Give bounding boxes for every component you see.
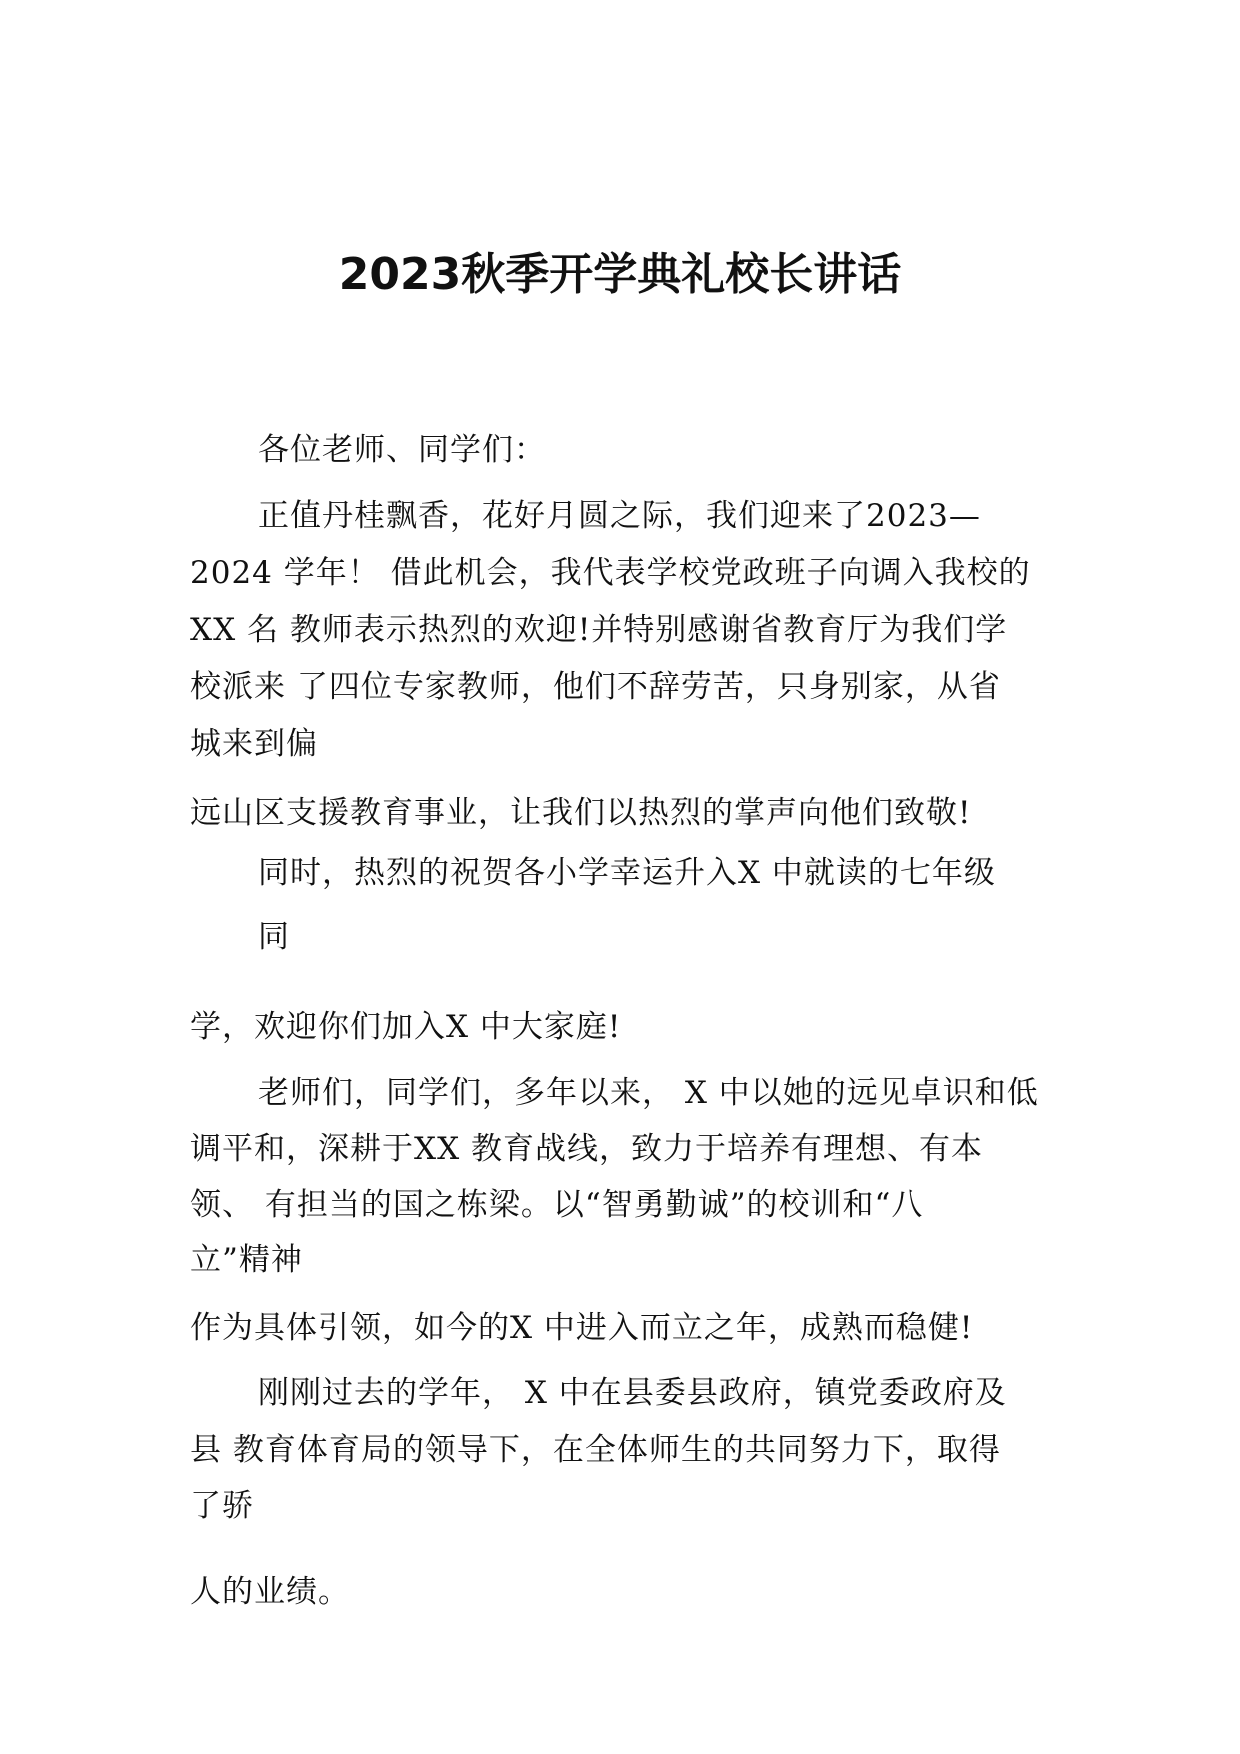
body-line: 人的业绩。	[190, 1574, 350, 1610]
body-line: 作为具体引领，如今的X 中进入而立之年，成熟而稳健!	[190, 1310, 974, 1346]
body-line: XX 名 教师表示热烈的欢迎!并特别感谢省教育厅为我们学	[190, 612, 1008, 648]
document-title: 2023秋季开学典礼校长讲话	[338, 249, 902, 300]
salutation-line: 各位老师、同学们：	[258, 432, 546, 468]
body-line: 刚刚过去的学年， X 中在县委县政府，镇党委政府及	[258, 1375, 1007, 1411]
body-line: 学，欢迎你们加入X 中大家庭!	[190, 1009, 622, 1045]
body-line: 正值丹桂飘香，花好月圆之际，我们迎来了2023—	[258, 498, 981, 534]
body-line: 了骄	[190, 1488, 254, 1524]
body-line: 同时，热烈的祝贺各小学幸运升入X 中就读的七年级	[258, 855, 996, 891]
body-line: 立”精神	[190, 1242, 303, 1278]
body-line: 校派来 了四位专家教师，他们不辞劳苦，只身别家，从省	[190, 669, 1001, 705]
body-line: 老师们，同学们，多年以来， X 中以她的远见卓识和低	[258, 1075, 1039, 1111]
body-line: 县 教育体育局的领导下，在全体师生的共同努力下，取得	[190, 1432, 1001, 1468]
body-line: 调平和，深耕于XX 教育战线，致力于培养有理想、有本	[190, 1131, 983, 1167]
body-line: 城来到偏	[190, 726, 318, 762]
body-line: 2024 学年！ 借此机会，我代表学校党政班子向调入我校的	[190, 555, 1031, 591]
body-line: 同	[258, 919, 290, 955]
body-line: 远山区支援教育事业，让我们以热烈的掌声向他们致敬!	[190, 795, 972, 831]
body-line: 领、 有担当的国之栋梁。以“智勇勤诚”的校训和“八	[190, 1187, 924, 1223]
